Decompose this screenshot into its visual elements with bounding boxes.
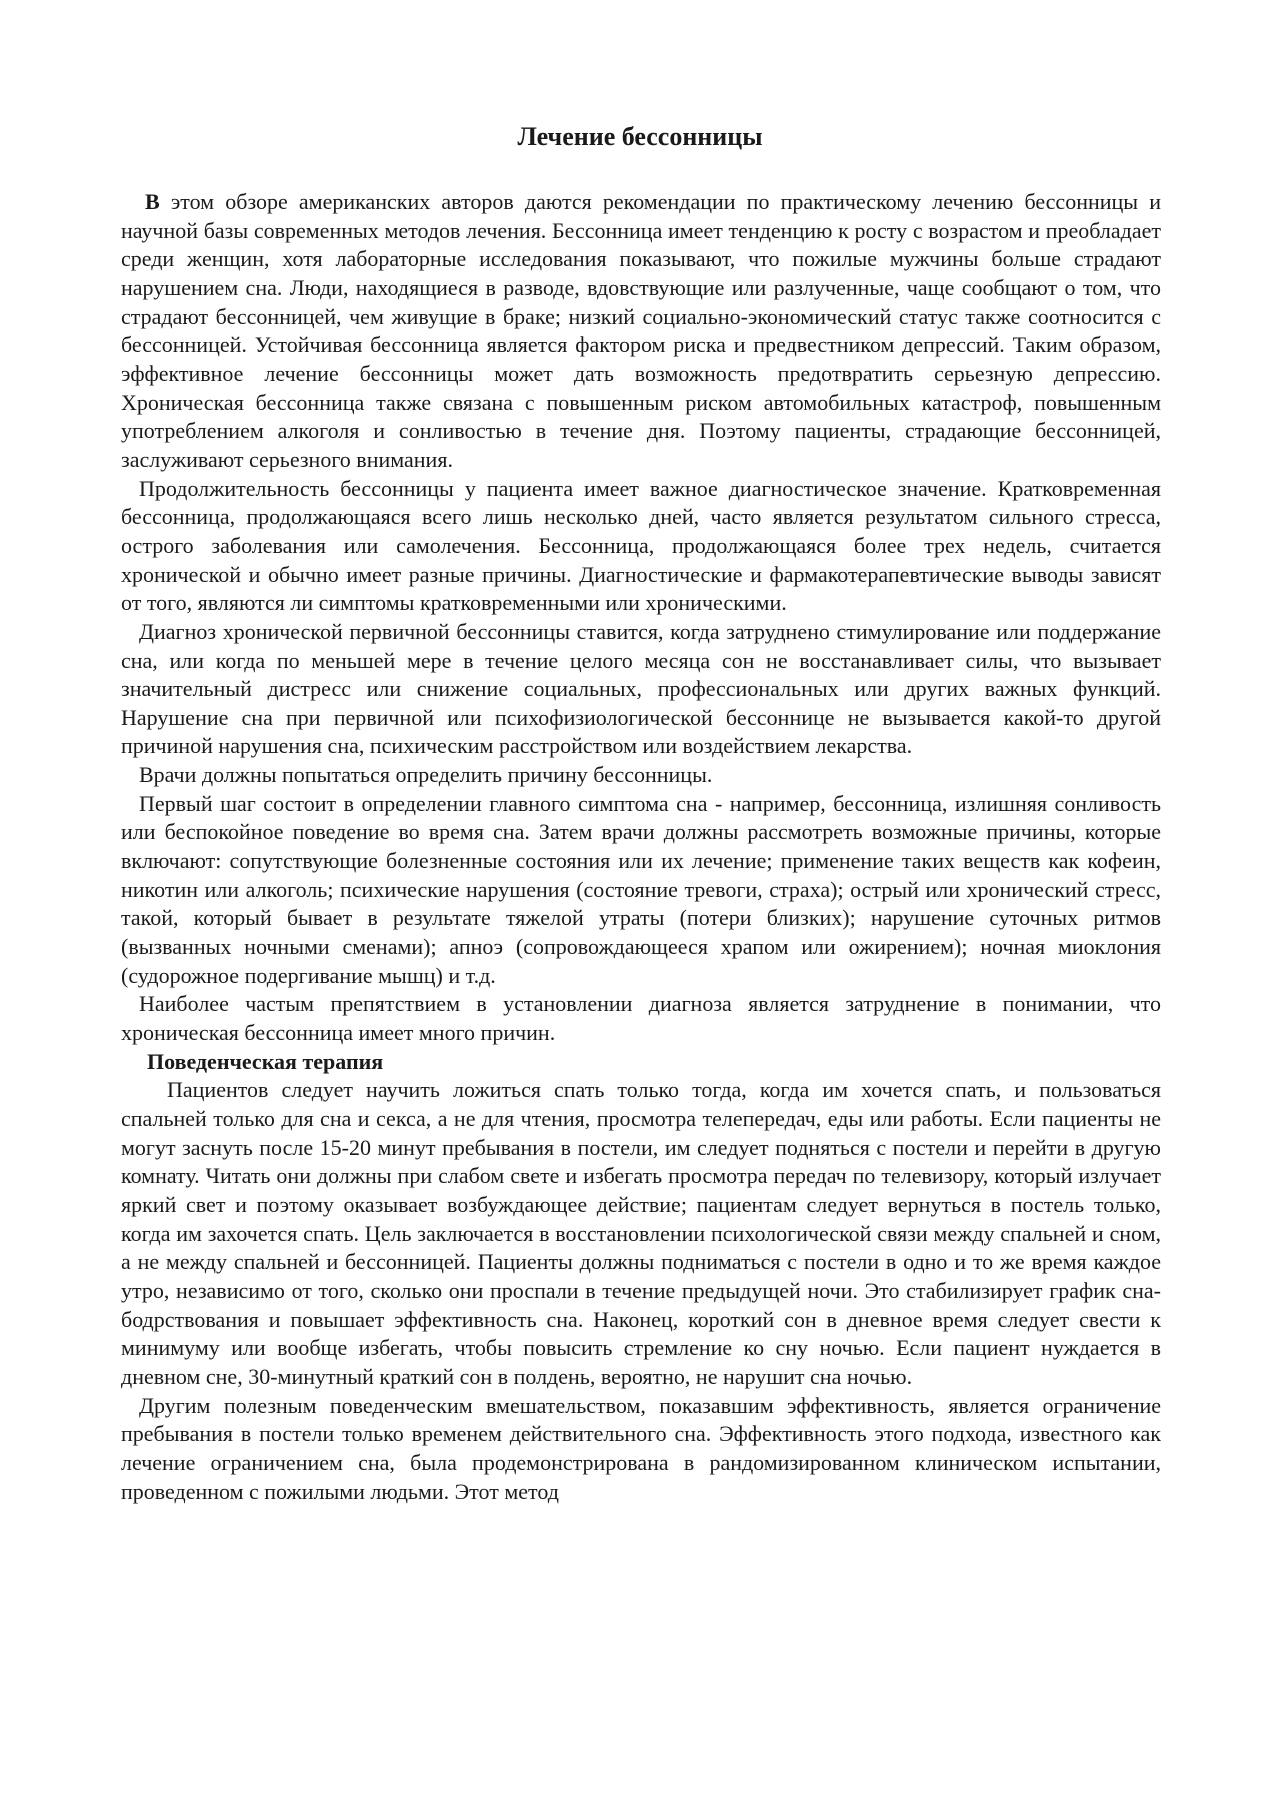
paragraph-behavioral: Пациентов следует научить ложиться спать только тогда, когда им хочется спать, и пользоваться спальней только для сна и секса, а не для чтения, просмотра телепередач, еды или работы. Если пациенты не могут заснуть после 15-20 минут пребывания в постели, им следует подняться с постели и перейти в другую комнату. Читать они должны при слабом свете и избегать просмотра передач по телевизору, который излучает яркий свет и поэтому оказывает возбуждающее действие; пациентам следует вернуться в постель только, когда им захочется спать. Цель заключается в восстановлении психологической связи между спальней и сном, а не между спальней и бессонницей. Пациенты должны подниматься с постели в одно и то же время каждое утро, независимо от того, сколько они проспали в течение предыдущей ночи. Это стабилизирует график сна-бодрствования и повышает эффективность сна. Наконец, короткий сон в дневное время следует свести к минимуму или вообще избегать, чтобы повысить стремление ко сну ночью. Если пациент нуждается в дневном сне, 30-минутный краткий сон в полдень, вероятно, не нарушит сна ночью. xyxy=(121,1077,1161,1389)
paragraph-obstacle: Наиболее частым препятствием в установлении диагноза является затруднение в понимании, что хроническая бессонница имеет много причин. xyxy=(121,991,1161,1046)
paragraph-diagnosis: Диагноз хронической первичной бессонницы ставится, когда затруднено стимулирование или поддержание сна, или когда по меньшей мере в течение целого месяца сон не восстанавливает силы, что вызывает значительный дистресс или снижение социальных, профессиональных или других важных функций. Нарушение сна при первичной или психофизиологической бессоннице не вызывается какой-то другой причиной нарушения сна, психическим расстройством или воздействием лекарства. xyxy=(121,618,1161,759)
paragraph-duration: Продолжительность бессонницы у пациента имеет важное диагностическое значение. Кратковременная бессонница, продолжающаяся всего лишь несколько дней, часто является результатом сильного стресса, острого заболевания или самолечения. Бессонница, продолжающаяся более трех недель, считается хронической и обычно имеет разные причины. Диагностические и фармакотерапевтические выводы зависят от того, являются ли симптомы кратковременными или хроническими. xyxy=(121,475,1161,616)
document-title: Лечение бессонницы xyxy=(517,122,763,151)
paragraph-intro xyxy=(121,188,1161,475)
intro-lead-letter: В xyxy=(145,189,160,214)
intro-text: этом обзоре американских авторов даются рекомендации по практическому лечению бессонницы и научной базы современных методов лечения. Бессонница имеет тенденцию к росту с возрастом и преобладает среди женщин, хотя лабораторные исследования показывают, что пожилые мужчины больше страдают нарушением сна. Люди, находящиеся в разводе, вдовствующие или разлученные, чаще сообщают о том, что страдают бессонницей, чем живущие в браке; низкий социально-экономический статус также соотносится с бессонницей. Устойчивая бессонница является фактором риска и предвестником депрессий. Таким образом, эффективное лечение бессонницы может дать возможность предотвратить серьезную депрессию. Хроническая бессонница также связана с повышенным риском автомобильных катастроф, повышенным употреблением алкоголя и сонливостью в течение дня. Поэтому пациенты, страдающие бессонницей, заслуживают серьезного внимания. xyxy=(121,189,1161,472)
paragraph-first-step: Первый шаг состоит в определении главного симптома сна - например, бессонница, излишняя сонливость или беспокойное поведение во время сна. Затем врачи должны рассмотреть возможные причины, которые включают: сопутствующие болезненные состояния или их лечение; применение таких веществ как кофеин, никотин или алкоголь; психические нарушения (состояние тревоги, страха); острый или хронический стресс, такой, который бывает в результате тяжелой утраты (потери близких); нарушение суточных ритмов (вызванных ночными сменами); апноэ (сопровождающееся храпом или ожирением); ночная миоклония (судорожное подергивание мышц) и т.д. xyxy=(121,790,1161,988)
paragraph-doctors: Врачи должны попытаться определить причину бессонницы. xyxy=(139,762,713,788)
document-body xyxy=(121,188,1161,1506)
subheading-behavioral-therapy: Поведенческая терапия xyxy=(147,1048,384,1074)
paragraph-restriction: Другим полезным поведенческим вмешательством, показавшим эффективность, является ограничение пребывания в постели только временем действительного сна. Эффективность этого подхода, известного как лечение ограничением сна, была продемонстрирована в рандомизированном клиническом испытании, проведенном с пожилыми людьми. Этот метод xyxy=(121,1392,1161,1504)
